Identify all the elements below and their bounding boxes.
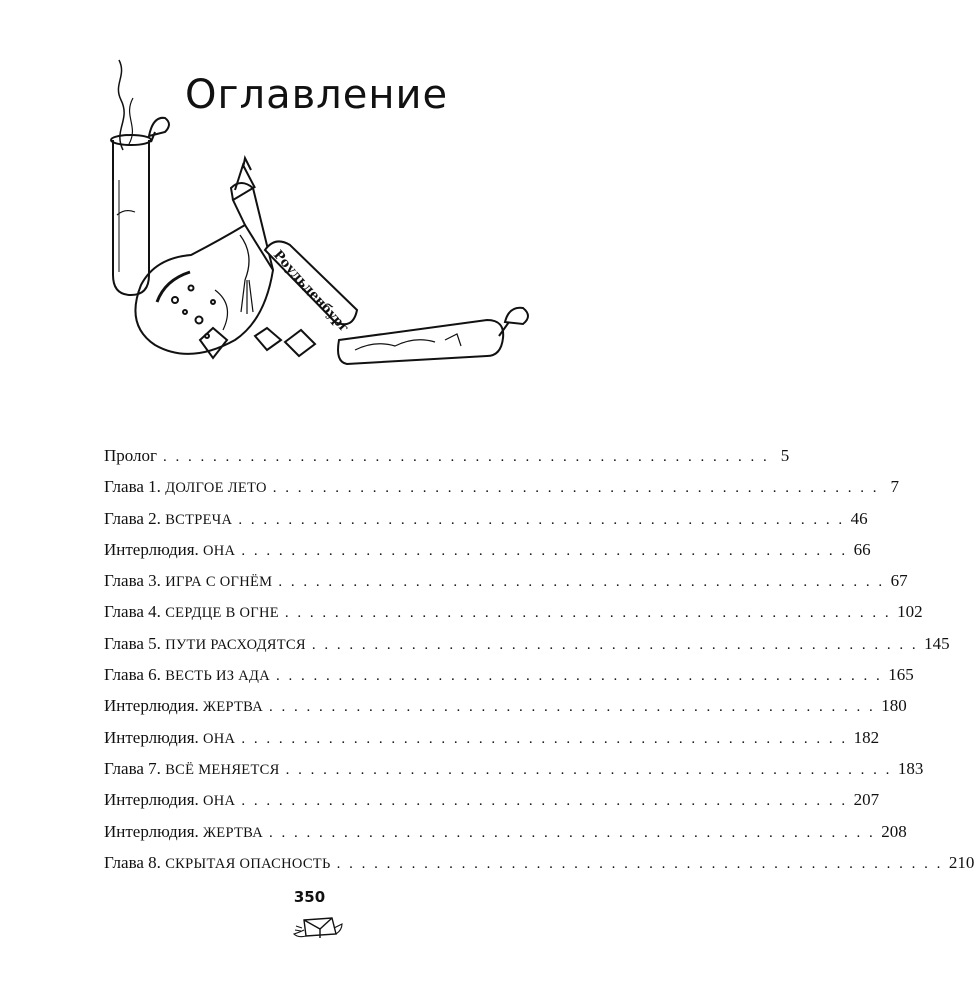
toc-leader-dots: . . . . . . . . . . . . . . . . . . . . . . . . . . . . . . . . . . . . . . . . . . . . . . . . . — [311, 636, 919, 653]
toc-entry[interactable] — [104, 508, 868, 540]
toc-entry[interactable] — [104, 477, 900, 508]
toc-entry[interactable] — [104, 758, 924, 790]
toc-entry-title: ОНА — [203, 542, 236, 559]
toc-entry-page: 208 — [881, 821, 907, 841]
toc-entry-title: ВСЁ МЕНЯЕТСЯ — [165, 761, 280, 778]
toc-entry-title: ЖЕРТВА — [203, 824, 263, 841]
toc-entry-page: 182 — [853, 727, 880, 747]
toc-entry-page: 7 — [890, 477, 900, 497]
toc-entry-label: Интерлюдия. — [104, 696, 199, 716]
toc-leader-dots: . . . . . . . . . . . . . . . . . . . . . . . . . . . . . . . . . . . . . . . . . . . . . . . . . — [241, 793, 848, 810]
toc-entry-title: ПУТИ РАСХОДЯТСЯ — [165, 636, 306, 653]
toc-entry-title: ОНА — [203, 730, 236, 747]
toc-leader-dots: . . . . . . . . . . . . . . . . . . . . . . . . . . . . . . . . . . . . . . . . . . . . . . . . . — [269, 699, 876, 716]
toc-entry-page: 165 — [888, 665, 914, 685]
toc-entry-title: ДОЛГОЕ ЛЕТО — [165, 480, 267, 497]
toc-entry[interactable] — [104, 539, 871, 571]
toc-entry-label: Глава 8. — [104, 852, 161, 872]
toc-entry[interactable] — [104, 665, 914, 696]
page-number: 350 — [293, 888, 326, 906]
toc-entry[interactable] — [104, 571, 908, 602]
envelope-ornament-icon — [292, 912, 344, 942]
toc-leader-dots: . . . . . . . . . . . . . . . . . . . . . . . . . . . . . . . . . . . . . . . . . . . . . . . . . — [163, 449, 770, 465]
toc-entry-page: 67 — [890, 571, 908, 591]
toc-entry[interactable] — [104, 602, 923, 633]
toc-entry-page: 46 — [850, 508, 868, 528]
toc-entry-title: ВЕСТЬ ИЗ АДА — [165, 668, 270, 685]
toc-entry-title: ОНА — [203, 793, 236, 810]
toc-entry-label: Глава 3. — [104, 571, 161, 591]
toc-entry-label: Глава 2. — [104, 508, 161, 528]
toc-leader-dots: . . . . . . . . . . . . . . . . . . . . . . . . . . . . . . . . . . . . . . . . . . . . . . . . . — [241, 730, 848, 747]
toc-leader-dots: . . . . . . . . . . . . . . . . . . . . . . . . . . . . . . . . . . . . . . . . . . . . . . . . . — [285, 761, 892, 778]
toc-leader-dots: . . . . . . . . . . . . . . . . . . . . . . . . . . . . . . . . . . . . . . . . . . . . . . . . . — [284, 605, 892, 622]
toc-entry-title: СЕРДЦЕ В ОГНЕ — [165, 605, 279, 622]
toc-entry[interactable] — [104, 727, 880, 759]
table-of-contents — [104, 446, 974, 884]
toc-entry-page: 102 — [897, 602, 923, 622]
toc-leader-dots: . . . . . . . . . . . . . . . . . . . . . . . . . . . . . . . . . . . . . . . . . . . . . . . . . — [272, 480, 880, 497]
toc-entry-title: ЖЕРТВА — [203, 699, 263, 716]
toc-entry-label: Глава 7. — [104, 758, 161, 778]
toc-leader-dots: . . . . . . . . . . . . . . . . . . . . . . . . . . . . . . . . . . . . . . . . . . . . . . . . . — [276, 668, 883, 685]
toc-entry-page: 5 — [780, 446, 790, 465]
toc-leader-dots: . . . . . . . . . . . . . . . . . . . . . . . . . . . . . . . . . . . . . . . . . . . . . . . . . — [241, 542, 848, 559]
toc-entry[interactable] — [104, 633, 950, 665]
toc-entry-label: Интерлюдия. — [104, 539, 199, 559]
toc-entry-title: СКРЫТАЯ ОПАСНОСТЬ — [165, 855, 331, 872]
toc-entry-label: Глава 6. — [104, 665, 161, 685]
toc-entry[interactable] — [104, 446, 790, 477]
toc-entry-title: ВСТРЕЧА — [165, 511, 233, 528]
toc-entry-page: 183 — [897, 758, 924, 778]
toc-entry-page: 210 — [948, 852, 974, 872]
toc-entry-title: ИГРА С ОГНЁМ — [165, 574, 273, 591]
toc-leader-dots: . . . . . . . . . . . . . . . . . . . . . . . . . . . . . . . . . . . . . . . . . . . . . . . . . — [336, 855, 943, 872]
toc-entry-page: 145 — [924, 633, 950, 653]
toc-entry-label: Интерлюдия. — [104, 790, 199, 810]
toc-leader-dots: . . . . . . . . . . . . . . . . . . . . . . . . . . . . . . . . . . . . . . . . . . . . . . . . . — [269, 824, 876, 841]
toc-entry-label: Интерлюдия. — [104, 727, 199, 747]
toc-entry[interactable] — [104, 696, 907, 727]
page-title: Оглавление — [185, 72, 449, 118]
toc-entry-label: Глава 4. — [104, 602, 161, 622]
toc-entry[interactable] — [104, 852, 974, 884]
toc-leader-dots: . . . . . . . . . . . . . . . . . . . . . . . . . . . . . . . . . . . . . . . . . . . . . . . . . — [238, 511, 845, 528]
toc-leader-dots: . . . . . . . . . . . . . . . . . . . . . . . . . . . . . . . . . . . . . . . . . . . . . . . . . — [278, 574, 885, 591]
toc-entry-label: Глава 1. — [104, 477, 161, 497]
toc-entry-label: Пролог — [104, 446, 158, 465]
scroll-text: Роульденбург — [270, 247, 352, 336]
toc-entry-page: 66 — [853, 539, 871, 559]
toc-entry[interactable] — [104, 790, 880, 821]
toc-entry-label: Глава 5. — [104, 633, 161, 653]
toc-entry[interactable] — [104, 821, 907, 853]
toc-entry-page: 207 — [853, 790, 880, 810]
toc-entry-page: 180 — [881, 696, 907, 716]
toc-entry-label: Интерлюдия. — [104, 821, 199, 841]
